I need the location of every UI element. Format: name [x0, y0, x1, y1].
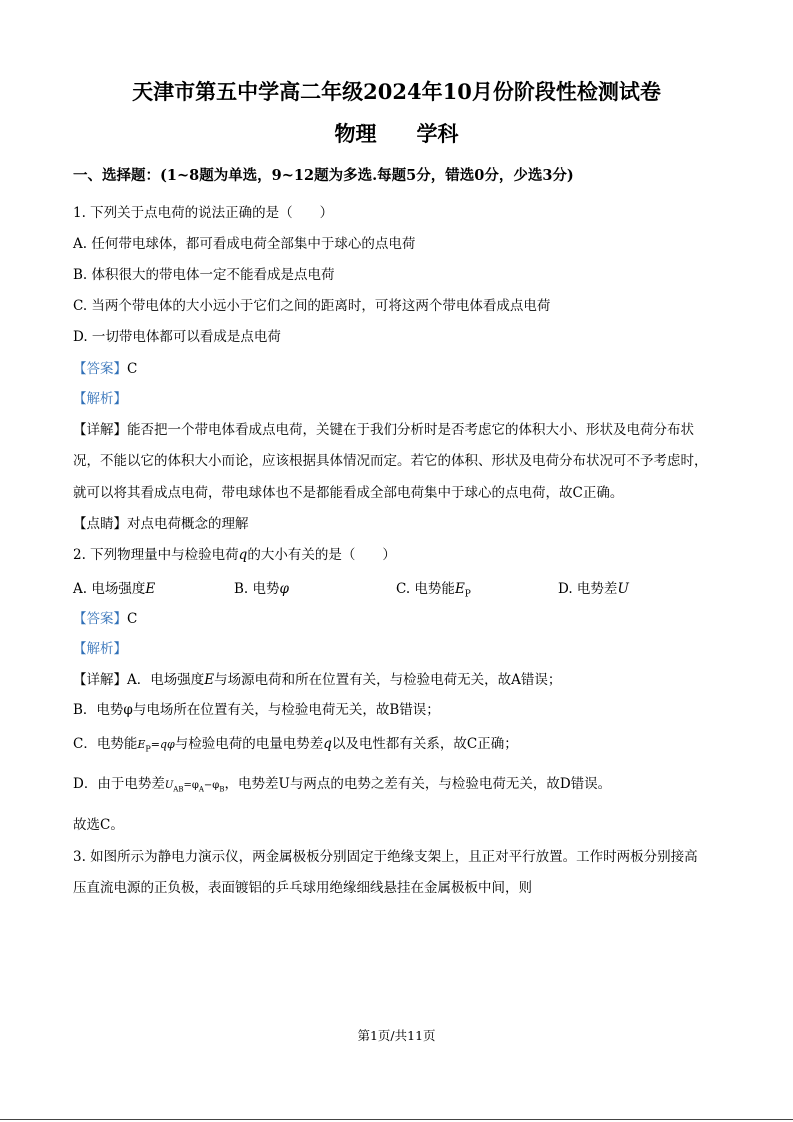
q2-detail-a-text: 【详解】A．电场强度 — [73, 672, 205, 688]
section-heading: 一、选择题：(1~8题为单选，9~12题为多选.每题5分，错选0分，少选3分) — [73, 167, 574, 184]
q2-option-c-var: E — [454, 581, 465, 597]
q2-detail-b: B．电势φ与电场所在位置有关，与检验电荷无关，故B错误； — [73, 702, 440, 718]
formula-ep: E — [137, 738, 146, 751]
formula-ep-eq: =qφ — [150, 738, 175, 751]
q3-line-1: 3. 如图所示为静电力演示仪，两金属极板分别固定于绝缘支架上，且正对平行放置。工作时两板分别接高 — [73, 849, 698, 865]
q2-conclusion: 故选C。 — [73, 817, 124, 833]
q2-option-a-text: A. 电场强度 — [73, 581, 146, 597]
answer-value: C — [127, 611, 138, 627]
q2-stem-text-2: 的大小有关的是（ ） — [247, 547, 396, 563]
q2-detail-d — [73, 775, 611, 799]
page-footer: 第1页/共11页 — [357, 1028, 436, 1043]
q2-option-a-var: E — [145, 581, 156, 597]
q2-option-d-var: U — [617, 581, 629, 597]
formula-uab: U — [164, 780, 174, 791]
q2-option-a — [73, 580, 155, 598]
q2-option-c-text: C. 电势能 — [396, 581, 455, 597]
q1-detail-2: 况，不能以它的体积大小而论，应该根据具体情况而定。若它的体积、形状及电荷分布状况可不予考虑时， — [73, 453, 708, 469]
q1-detail-3: 就可以将其看成点电荷，带电球体也不是都能看成全部电荷集中于球心的点电荷，故C正确。 — [73, 485, 624, 501]
q2-option-b — [234, 580, 289, 598]
q2-detail-c — [73, 735, 518, 759]
formula-ep-sub: P — [145, 744, 151, 754]
formula-phi-b: −φ — [203, 780, 220, 791]
formula-phi-a-sub: A — [198, 785, 204, 794]
q1-option-d: D. 一切带电体都可以看成是点电荷 — [73, 329, 281, 345]
q2-option-d-text: D. 电势差 — [558, 581, 618, 597]
q2-detail-a — [73, 671, 561, 689]
q2-detail-a-text-2: 与场源电荷和所在位置有关，与检验电荷无关，故A错误； — [214, 672, 562, 688]
formula-phi-b-sub: B — [219, 785, 225, 794]
subject-right: 学科 — [416, 121, 459, 146]
q2-stem-text: 2. 下列物理量中与检验电荷 — [73, 547, 239, 563]
q1-option-a: A. 任何带电球体，都可看成电荷全部集中于球心的点电荷 — [73, 236, 416, 252]
q2-detail-d-text-2: ，电势差U与两点的电势之差有关，与检验电荷无关，故D错误。 — [224, 776, 612, 792]
q1-analysis-tag: 【解析】 — [73, 391, 127, 407]
answer-value: C — [127, 361, 138, 377]
page-divider — [0, 1119, 793, 1120]
q1-detail-1: 【详解】能否把一个带电体看成点电荷，关键在于我们分析时是否考虑它的体积大小、形状及电荷分布状 — [73, 422, 694, 438]
q2-option-b-text: B. 电势 — [234, 581, 280, 597]
q2-option-c — [396, 580, 471, 604]
q2-option-c-sub: P — [464, 589, 471, 600]
q1-stem: 1. 下列关于点电荷的说法正确的是（ ） — [73, 205, 334, 221]
answer-tag: 【答案】 — [73, 361, 127, 377]
formula-uab-sub: AB — [173, 785, 184, 794]
q2-stem-variable: q — [238, 547, 248, 563]
q2-detail-a-var: E — [204, 672, 215, 688]
q1-option-c: C. 当两个带电体的大小远小于它们之间的距离时，可将这两个带电体看成点电荷 — [73, 298, 551, 314]
subject-line — [0, 118, 793, 148]
q1-point: 【点睛】对点电荷概念的理解 — [73, 516, 249, 532]
q2-option-d — [558, 580, 629, 598]
q1-option-b: B. 体积很大的带电体一定不能看成是点电荷 — [73, 267, 335, 283]
q2-answer — [73, 610, 137, 628]
q2-detail-c-text: C．电势能 — [73, 736, 138, 752]
q3-line-2: 压直流电源的正负极，表面镀铝的乒乓球用绝缘细线悬挂在金属极板中间，则 — [73, 880, 532, 896]
q2-detail-c-text-3: 以及电性都有关系，故C正确； — [331, 736, 518, 752]
formula-uab-eq: =φ — [183, 780, 199, 791]
subject-left: 物理 — [334, 121, 377, 146]
q2-stem — [73, 546, 396, 564]
q2-detail-c-var: q — [323, 736, 332, 752]
q2-option-b-var: φ — [279, 581, 289, 597]
q2-analysis-tag: 【解析】 — [73, 641, 127, 657]
q2-detail-c-text-2: 与检验电荷的电量电势差 — [174, 736, 324, 752]
q2-detail-d-text: D．由于电势差 — [73, 776, 165, 792]
q1-answer — [73, 360, 137, 378]
answer-tag: 【答案】 — [73, 611, 127, 627]
page-title: 天津市第五中学高二年级2024年10月份阶段性检测试卷 — [132, 79, 661, 104]
